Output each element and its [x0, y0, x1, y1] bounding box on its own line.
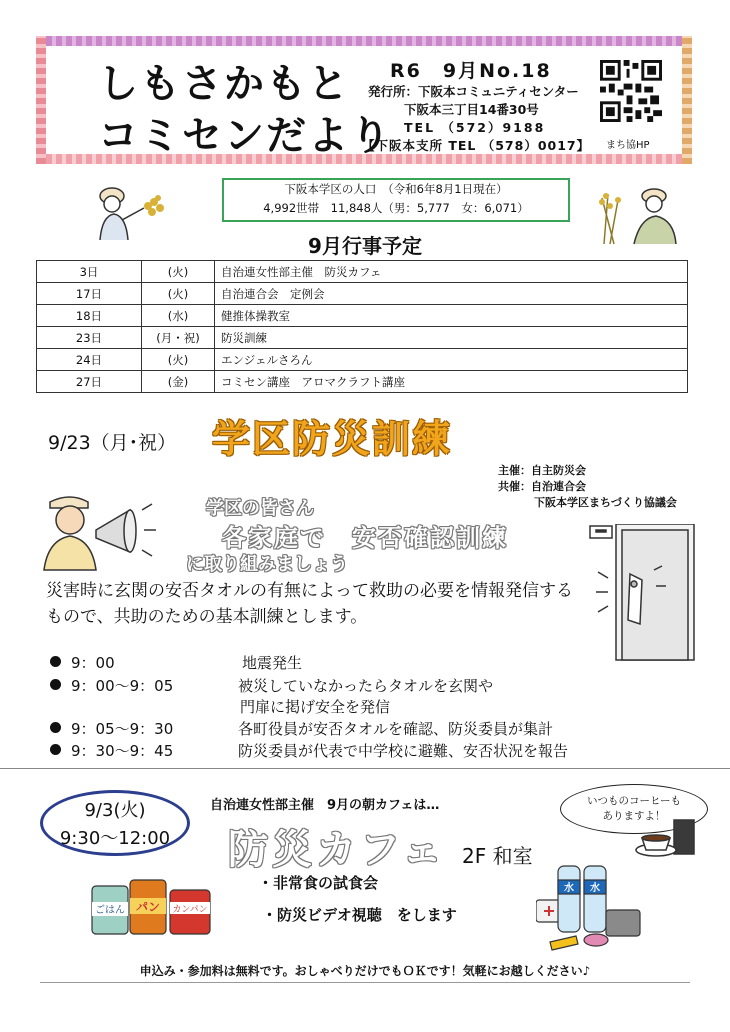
schedule-table: [36, 260, 688, 393]
footer-divider: [40, 982, 690, 983]
schedule-date: 18日: [37, 305, 142, 327]
timeline-item: [50, 675, 173, 696]
cafe-item-1: ・非常食の試食会: [258, 874, 379, 892]
drill-title: 学区防災訓練: [212, 417, 453, 461]
cafe-room: 2F 和室: [462, 844, 533, 868]
schedule-day: (火): [142, 283, 215, 305]
schedule-row: [37, 283, 688, 305]
population-figures: 4,992世帯 11,848人（男：5,777 女：6,071）: [263, 201, 529, 215]
schedule-event: エンジェルさろん: [215, 349, 688, 371]
schedule-event: 自治連合会 定例会: [215, 283, 688, 305]
schedule-event: 健推体操教室: [215, 305, 688, 327]
schedule-date: 3日: [37, 261, 142, 283]
bullet-icon: [50, 722, 61, 733]
cafe-date: 9/3(火): [84, 800, 146, 821]
schedule-event: コミセン講座 アロマクラフト講座: [215, 371, 688, 393]
publisher: 発行所：下阪本コミュニティセンター: [368, 84, 579, 99]
timeline-text: 防災委員が代表で中学校に避難、安否状況を報告: [238, 742, 569, 760]
schedule-event: 防災訓練: [215, 327, 688, 349]
schedule-date: 24日: [37, 349, 142, 371]
telephone: TEL （572）9188: [404, 120, 546, 135]
banner-border-right: [682, 36, 692, 164]
cafe-item-2: ・防災ビデオ視聴 をします: [262, 906, 457, 924]
address: 下阪本三丁目14番30号: [404, 102, 539, 117]
newsletter-title-line1: しもさかもと: [98, 61, 350, 107]
schedule-row: [37, 261, 688, 283]
cafe-date-badge: [40, 790, 190, 856]
timeline-text: 各町役員が安否タオルを確認、防災委員が集計: [238, 720, 554, 738]
timeline-time: 9：30～9：45: [71, 742, 174, 760]
schedule-day: (火): [142, 349, 215, 371]
bubble-line1: いつものコーヒーも: [586, 795, 682, 807]
schedule-day: (金): [142, 371, 215, 393]
timeline-time: 9：00: [71, 654, 115, 672]
water-label-1: 水: [564, 883, 574, 894]
drill-cohost: 共催：自治連合会: [498, 480, 586, 493]
drill-host: 主催：自主防災会: [498, 464, 586, 477]
schedule-row: [37, 327, 688, 349]
timeline-item: [50, 652, 115, 673]
schedule-date: 23日: [37, 327, 142, 349]
timeline-time: 9：05～9：30: [71, 720, 174, 738]
water-label-2: 水: [590, 883, 600, 894]
schedule-date: 17日: [37, 283, 142, 305]
coffee-icon: [634, 818, 698, 860]
bullet-icon: [50, 656, 61, 667]
population-date: 下阪本学区の人口 （令和6年8月1日現在）: [284, 182, 508, 196]
emergency-supplies-icon: [536, 860, 642, 952]
section-divider: [0, 768, 730, 769]
timeline-text: 門扉に掲げ安全を発信: [240, 698, 391, 716]
schedule-title: 9月行事予定: [308, 234, 422, 258]
timeline-time: 9：00～9：05: [71, 677, 174, 695]
timeline-text: 被災していなかったらタオルを玄関や: [238, 677, 494, 695]
issue-number: R6 9月No.18: [390, 60, 552, 82]
qr-label: まち協HP: [606, 140, 650, 151]
qr-code-icon[interactable]: [600, 60, 662, 122]
bullet-icon: [50, 744, 61, 755]
drill-description: 災害時に玄関の安否タオルの有無によって救助の必要を情報発信するもので、共助のための基本訓練とします。: [46, 581, 573, 627]
canned-food-icon: [90, 876, 214, 936]
can-label-hardtack: カンパン: [172, 905, 208, 915]
drill-date: 9/23（月･祝）: [48, 432, 177, 454]
schedule-row: [37, 305, 688, 327]
population-box: [222, 178, 570, 222]
schedule-event: 自治連女性部主催 防災カフェ: [215, 261, 688, 283]
timeline-text: 地震発生: [242, 654, 303, 672]
cafe-time: 9:30～12:00: [59, 828, 171, 849]
cafe-lead: 自治連女性部主催 9月の朝カフェは…: [210, 798, 440, 813]
cafe-name: 防災カフェ: [228, 827, 446, 873]
footer-note: 申込み・参加料は無料です。おしゃべりだけでもＯＫです！気軽にお越しください♪: [139, 964, 591, 978]
can-label-rice: ごはん: [95, 905, 125, 916]
timeline-item: [50, 740, 173, 761]
banner-border-left: [36, 36, 46, 164]
schedule-day: (水): [142, 305, 215, 327]
bullet-icon: [50, 679, 61, 690]
megaphone-person-icon: [40, 490, 160, 572]
drill-call-2: 各家庭で 安否確認訓練: [222, 524, 508, 552]
branch-telephone: 【下阪本支所 TEL （578）0017】: [362, 138, 591, 153]
timeline-item: [50, 718, 173, 739]
schedule-row: [37, 349, 688, 371]
banner-border-top: [36, 36, 692, 46]
newsletter-title-line2: コミセンだより: [98, 113, 392, 159]
drill-cohost-2: 下阪本学区まちづくり協議会: [534, 496, 677, 509]
drill-call-1: 学区の皆さん: [206, 498, 314, 519]
drill-call-3: に取り組みましょう: [186, 554, 348, 575]
door-towel-icon: [580, 524, 698, 662]
schedule-day: (月・祝): [142, 327, 215, 349]
schedule-row: [37, 371, 688, 393]
can-label-bread: パン: [135, 900, 161, 914]
schedule-day: (火): [142, 261, 215, 283]
bubble-line2: ありますよ！: [602, 810, 666, 822]
schedule-date: 27日: [37, 371, 142, 393]
